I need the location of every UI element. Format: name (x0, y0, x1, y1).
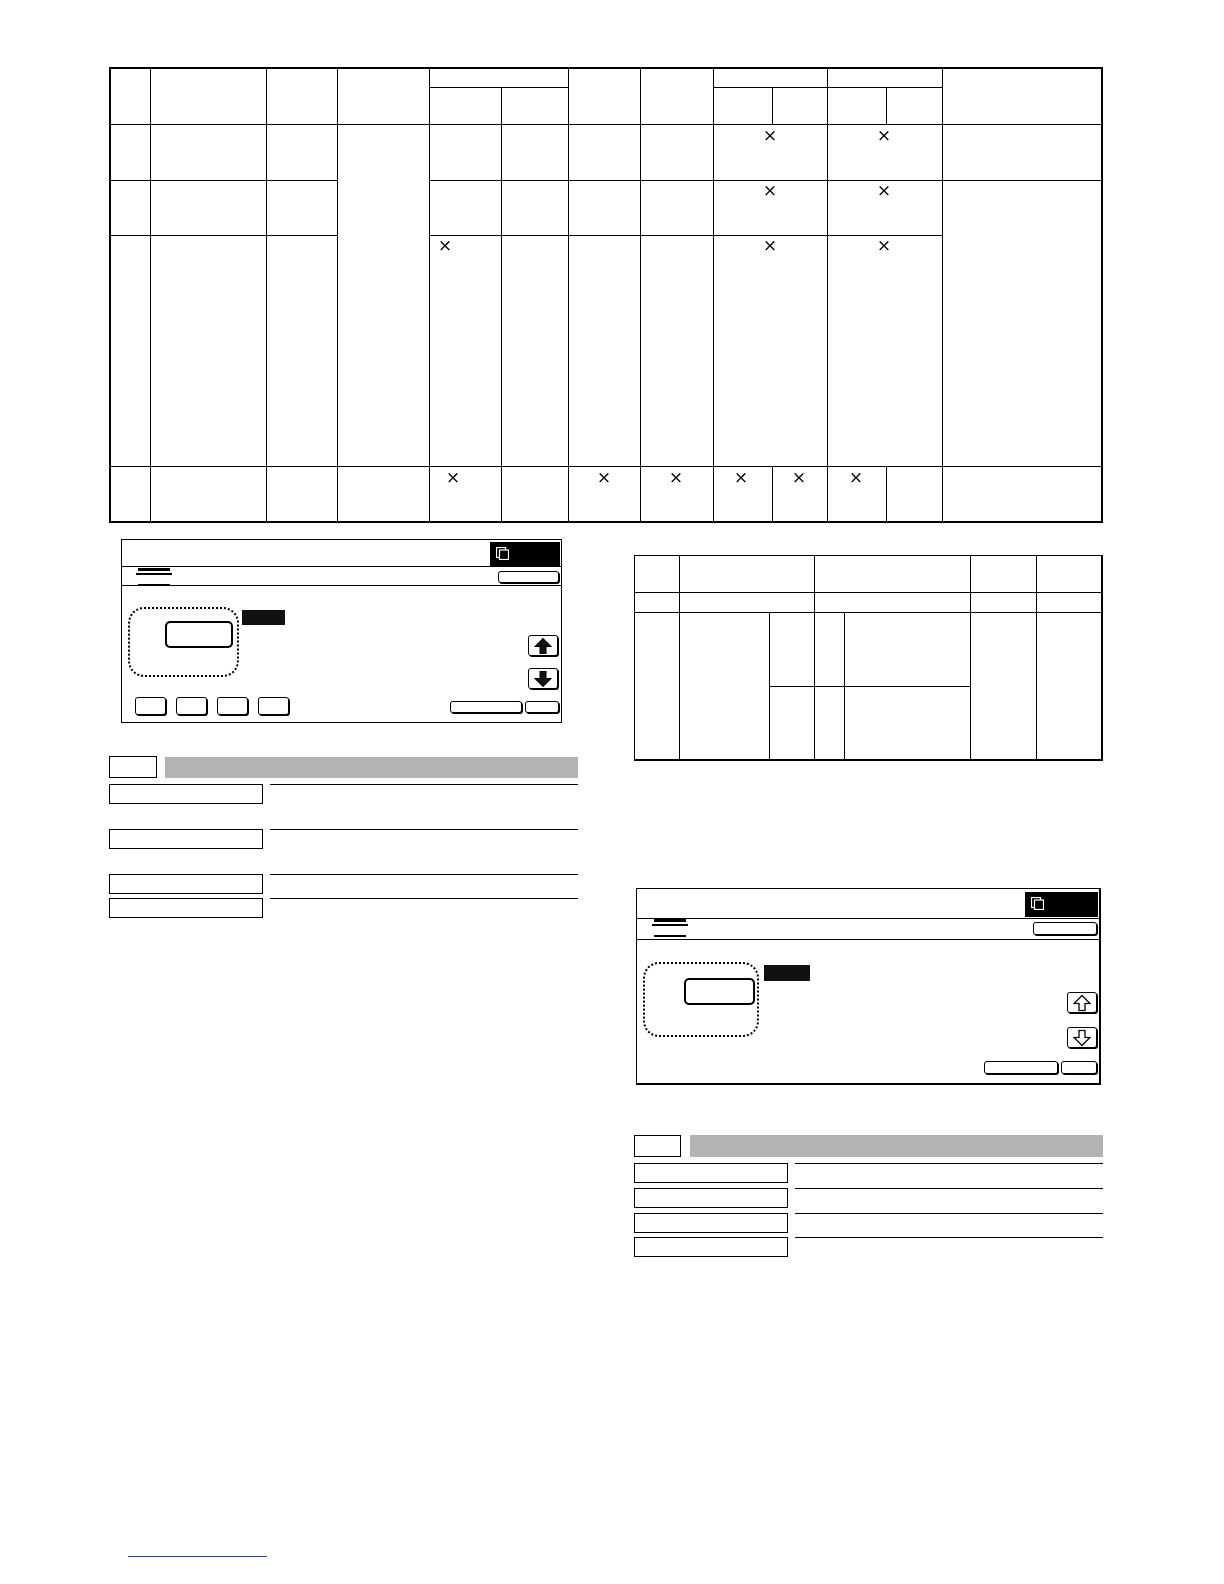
col-line-11a (886, 87, 887, 124)
col-line-8 (713, 67, 714, 523)
option-label-box (109, 829, 263, 849)
option-rule (270, 784, 578, 785)
cross-mark: × (596, 468, 612, 488)
wide-action-button[interactable] (984, 1061, 1058, 1074)
table-border-right (1101, 67, 1103, 523)
copy-icon (1031, 897, 1044, 910)
option-rule (270, 829, 578, 830)
header-small-button[interactable] (498, 571, 559, 583)
row-line-4 (109, 466, 1103, 467)
col-line-7 (640, 67, 641, 523)
option-label-box (109, 898, 263, 918)
table-border-left (109, 67, 111, 523)
value-display[interactable] (165, 621, 233, 648)
cross-mark: × (762, 236, 778, 256)
down-arrow-button[interactable] (1067, 1027, 1097, 1048)
tab-icon[interactable] (136, 568, 172, 590)
section-number-box (109, 756, 157, 778)
st-border-bottom (634, 759, 1103, 761)
st-col-5 (1036, 555, 1037, 761)
up-arrow-icon (1073, 994, 1091, 1011)
row-line-2-left (109, 180, 337, 181)
row-line-1 (109, 124, 1103, 125)
row-line-3-left (109, 235, 337, 236)
row-line-3-right (429, 235, 943, 236)
option-label-box (634, 1188, 788, 1208)
option-label-box (634, 1237, 788, 1257)
subtitle-rule (637, 939, 1099, 940)
copy-icon (496, 547, 509, 560)
col-line-9a (772, 87, 773, 124)
title-rule (637, 918, 1099, 919)
softkey-3[interactable] (217, 697, 248, 715)
lcd-screen-bottom-right (636, 888, 1101, 1085)
down-arrow-button[interactable] (528, 668, 558, 689)
copy-mode-badge[interactable] (1025, 892, 1098, 917)
st-row-line-2 (634, 612, 1103, 613)
col-line-3 (337, 67, 338, 523)
cross-mark: × (876, 126, 892, 146)
cross-mark: × (733, 468, 749, 488)
col-line-2 (266, 67, 267, 523)
cross-mark: × (445, 468, 461, 488)
option-rule (795, 1188, 1103, 1189)
section-header-bar (165, 757, 578, 778)
down-arrow-icon (1073, 1029, 1091, 1046)
subtitle-rule (122, 585, 561, 586)
down-arrow-icon (534, 670, 552, 687)
option-label-box (109, 784, 263, 804)
st-border-right (1101, 555, 1103, 761)
st-col-2b (769, 612, 770, 761)
st-border-top (634, 555, 1103, 556)
col-line-4 (429, 67, 430, 523)
col-line-12 (942, 67, 943, 523)
header-subline-a (429, 87, 569, 88)
ok-button[interactable] (525, 701, 559, 713)
cross-mark: × (762, 126, 778, 146)
option-label-box (634, 1213, 788, 1233)
table-border-bottom (109, 521, 1103, 523)
header-small-button[interactable] (1033, 922, 1097, 935)
lcd-screen-top-left (121, 539, 562, 723)
copy-mode-badge[interactable] (490, 542, 560, 566)
selected-tag (764, 965, 810, 981)
softkey-2[interactable] (176, 697, 207, 715)
st-row-line-1 (634, 592, 1103, 593)
cross-mark: × (437, 236, 453, 256)
st-col-3 (844, 612, 845, 761)
cross-mark: × (876, 236, 892, 256)
table-border-top (109, 67, 1103, 69)
option-label-box (109, 874, 263, 894)
softkey-4[interactable] (258, 697, 289, 715)
cross-mark: × (668, 468, 684, 488)
col-line-5 (501, 87, 502, 523)
col-line-1 (150, 67, 151, 523)
cross-mark: × (876, 181, 892, 201)
st-row-line-3 (769, 686, 971, 687)
col-line-6 (568, 67, 569, 523)
up-arrow-button[interactable] (528, 635, 558, 656)
option-rule (270, 874, 578, 875)
up-arrow-icon (534, 637, 552, 654)
option-rule (795, 1163, 1103, 1164)
option-rule (795, 1213, 1103, 1214)
selected-tag (242, 610, 285, 625)
cross-mark: × (791, 468, 807, 488)
footer-link-underline[interactable] (128, 1556, 267, 1557)
up-arrow-button[interactable] (1067, 992, 1097, 1013)
title-rule (122, 566, 561, 567)
option-label-box (634, 1163, 788, 1183)
section-number-box (634, 1135, 681, 1157)
option-rule (795, 1237, 1103, 1238)
softkey-1[interactable] (135, 697, 166, 715)
header-subline-b (713, 87, 943, 88)
ok-button[interactable] (1061, 1061, 1097, 1074)
st-col-1 (679, 555, 680, 761)
st-col-4 (970, 555, 971, 761)
st-col-2 (814, 555, 815, 761)
tab-icon[interactable] (652, 919, 688, 941)
col-line-9b (772, 466, 773, 523)
section-header-bar (690, 1135, 1103, 1157)
col-line-10 (827, 67, 828, 523)
option-rule (270, 898, 578, 899)
st-border-left (634, 555, 635, 761)
col-line-11b (886, 466, 887, 523)
wide-action-button[interactable] (450, 701, 522, 713)
value-display[interactable] (684, 978, 755, 1005)
cross-mark: × (848, 468, 864, 488)
cross-mark: × (762, 181, 778, 201)
